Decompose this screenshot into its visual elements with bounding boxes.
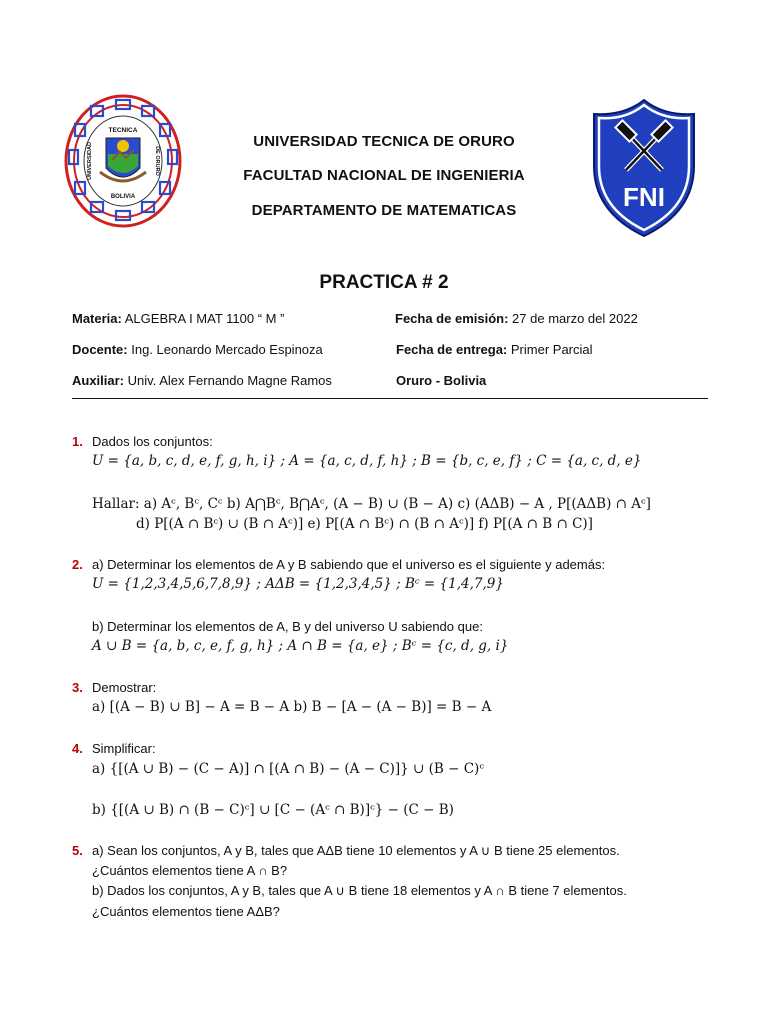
problem-4-line-4 bbox=[72, 802, 454, 818]
problem-5-b-text: b) Dados los conjuntos, A y B, tales que A ∪ B tiene 18 elementos y A ∩ B tiene 7 elementos. bbox=[92, 883, 627, 898]
entrega-value: Primer Parcial bbox=[510, 342, 593, 357]
materia-label: Materia: bbox=[72, 311, 122, 326]
emision-value: 27 de marzo del 2022 bbox=[512, 311, 638, 326]
problem-2-line-1 bbox=[72, 557, 605, 572]
materia-value: ALGEBRA I MAT 1100 “ M ” bbox=[124, 311, 285, 326]
problem-4-a-expression: a) {[(A ∪ B) − (C − A)] ∩ [(A ∩ B) − (A − C)]} ∪ (B − C)ᶜ bbox=[92, 761, 484, 777]
department-name: DEPARTAMENTO DE MATEMATICAS bbox=[251, 202, 517, 219]
header-divider bbox=[72, 398, 708, 399]
problem-5-a-question: ¿Cuántos elementos tiene A ∩ B? bbox=[92, 863, 288, 878]
problem-3-text: Demostrar: bbox=[92, 680, 157, 695]
problem-5-line-3 bbox=[72, 883, 627, 899]
problem-4-line-1 bbox=[72, 741, 156, 756]
problem-5-a-text: a) Sean los conjuntos, A y B, tales que AΔB tiene 10 elementos y A ∪ B tiene 25 elementos. bbox=[92, 843, 620, 858]
page-title: PRACTICA # 2 bbox=[319, 272, 449, 293]
emision-label: Fecha de emisión: bbox=[395, 311, 509, 326]
problem-1-line-4 bbox=[72, 496, 651, 512]
problem-3-line-2 bbox=[72, 699, 491, 715]
problem-1-line-1 bbox=[72, 434, 213, 449]
problem-4-line-2 bbox=[72, 761, 484, 777]
problem-4-number: 4. bbox=[72, 741, 83, 756]
problem-2-b-sets: A ∪ B = {a, b, c, e, f, g, h} ; A ∩ B = {a, e} ; Bᶜ = {c, d, g, i} bbox=[92, 638, 509, 654]
auxiliar-value: Univ. Alex Fernando Magne Ramos bbox=[127, 373, 332, 388]
problem-1-text: Dados los conjuntos: bbox=[92, 434, 213, 449]
seal-bottom-text: BOLIVIA bbox=[110, 194, 136, 200]
problem-1-hallar: Hallar: a) Aᶜ, Bᶜ, Cᶜ b) A⋂Bᶜ, B⋂Aᶜ, (A − B) ∪ (B − A) c) (AΔB) − A , P[(AΔB) ∩ Aᶜ] bbox=[92, 496, 651, 512]
docente-value: Ing. Leonardo Mercado Espinoza bbox=[131, 342, 323, 357]
seal-left-text: UNIVERSIDAD bbox=[87, 142, 93, 180]
problem-1-line-5 bbox=[136, 516, 593, 532]
problem-2-line-4 bbox=[72, 619, 483, 634]
docente-label: Docente: bbox=[72, 342, 128, 357]
entrega-row bbox=[396, 342, 593, 357]
problem-2-line-2 bbox=[72, 576, 504, 592]
problem-1-hallar-cont: d) P[(A ∩ Bᶜ) ∪ (B ∩ Aᶜ)] e) P[(A ∩ Bᶜ) ∩ (B ∩ Aᶜ)] f) P[(A ∩ B ∩ C)] bbox=[136, 516, 593, 532]
problem-2-a-text: a) Determinar los elementos de A y B sabiendo que el universo es el siguiente y además: bbox=[92, 557, 606, 572]
problem-1-number: 1. bbox=[72, 434, 83, 449]
problem-5-line-2 bbox=[72, 863, 287, 878]
problem-1-line-2 bbox=[72, 453, 642, 469]
seal-right-text: DE ORURO bbox=[154, 146, 160, 176]
problem-4-b-expression: b) {[(A ∪ B) ∩ (B − C)ᶜ] ∪ [C − (Aᶜ ∩ B)]ᶜ} − (C − B) bbox=[92, 802, 454, 818]
problem-2-b-text: b) Determinar los elementos de A, B y del universo U sabiendo que: bbox=[92, 619, 483, 634]
location-row bbox=[396, 373, 486, 388]
entrega-label: Fecha de entrega: bbox=[396, 342, 508, 357]
problem-5-number: 5. bbox=[72, 843, 83, 858]
docente-row bbox=[72, 342, 323, 357]
problem-2-line-5 bbox=[72, 638, 508, 654]
problem-2-a-sets: U = {1,2,3,4,5,6,7,8,9} ; AΔB = {1,2,3,4,5} ; Bᶜ = {1,4,7,9} bbox=[92, 576, 504, 592]
university-name: UNIVERSIDAD TECNICA DE ORURO bbox=[253, 133, 515, 150]
problem-2-number: 2. bbox=[72, 557, 83, 572]
problem-3-number: 3. bbox=[72, 680, 83, 695]
problem-5-line-1 bbox=[72, 843, 620, 859]
problem-5-line-4 bbox=[72, 904, 280, 919]
auxiliar-label: Auxiliar: bbox=[72, 373, 125, 388]
faculty-name: FACULTAD NACIONAL DE INGENIERIA bbox=[243, 167, 525, 184]
materia-row bbox=[72, 311, 284, 326]
problem-4-text: Simplificar: bbox=[92, 741, 156, 756]
location-value: Oruro - Bolivia bbox=[396, 373, 487, 388]
problem-3-line-1 bbox=[72, 680, 156, 695]
problem-5-b-question: ¿Cuántos elementos tiene AΔB? bbox=[92, 904, 280, 919]
fni-logo-text: FNI bbox=[623, 182, 665, 212]
auxiliar-row bbox=[72, 373, 332, 388]
problem-1-sets: U = {a, b, c, d, e, f, g, h, i} ; A = {a, c, d, f, h} ; B = {b, c, e, f} ; C = {a, c, d, e} bbox=[92, 453, 642, 469]
problem-3-identities: a) [(A − B) ∪ B] − A = B − A b) B − [A − (A − B)] = B − A bbox=[92, 699, 492, 715]
seal-top-text: TECNICA bbox=[108, 127, 138, 134]
emision-row bbox=[395, 311, 638, 326]
